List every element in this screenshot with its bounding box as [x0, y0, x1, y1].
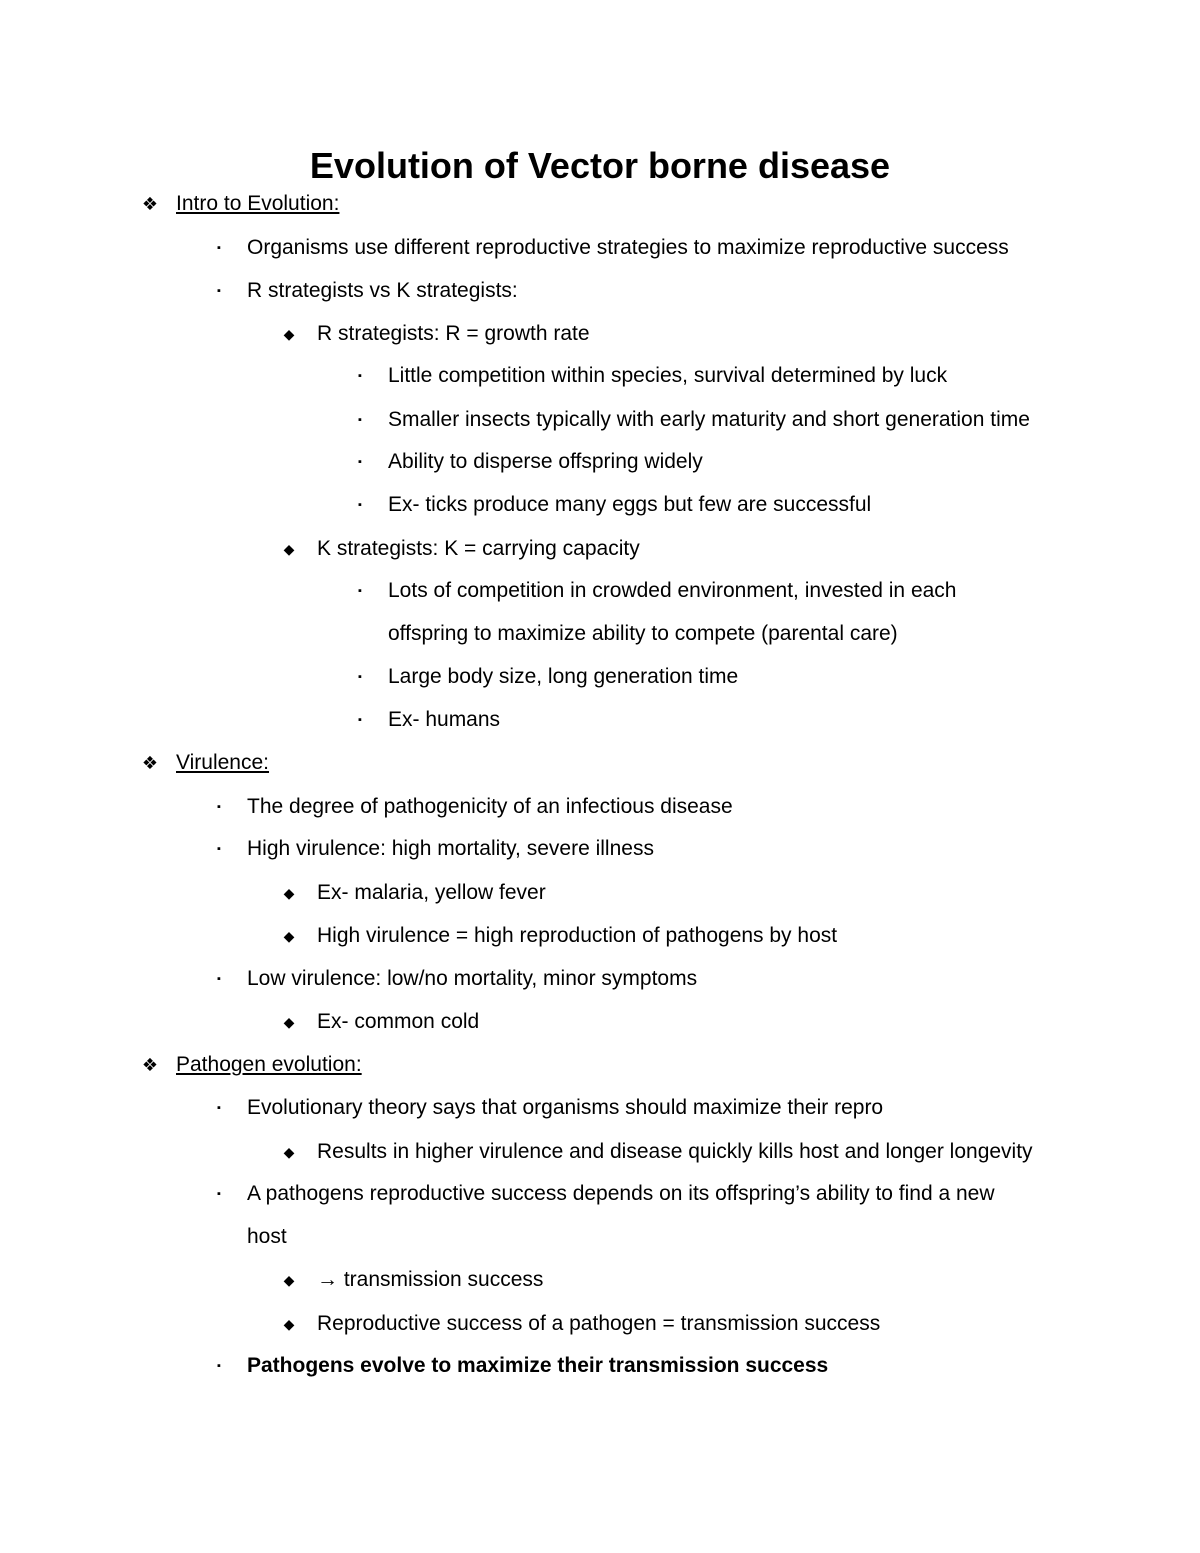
list-item [358, 491, 872, 519]
list-item-text: High virulence: high mortality, severe illness [247, 837, 654, 860]
list-item [283, 535, 640, 563]
list-item-text: host [247, 1225, 287, 1248]
square-bullet-icon: ▪ [217, 801, 221, 813]
diamond-bullet-icon: ◆ [283, 1014, 295, 1030]
section-heading-intro [141, 190, 340, 218]
diamond-bullet-icon: ◆ [283, 541, 295, 557]
list-item-text: Results in higher virulence and disease quickly kills host and longer longevity [317, 1140, 1033, 1163]
square-bullet-icon: ▪ [217, 843, 221, 855]
diamond-bullet-icon: ◆ [283, 1272, 295, 1288]
square-bullet-icon: ▪ [358, 585, 362, 597]
list-item [217, 965, 698, 993]
list-item-text: Ability to disperse offspring widely [388, 450, 703, 473]
list-item-text: Little competition within species, survival determined by luck [388, 364, 948, 387]
list-item [358, 663, 739, 691]
list-item [217, 1180, 995, 1208]
list-item [358, 362, 948, 390]
diamond-bullet-icon: ◆ [283, 1316, 295, 1332]
page-title: Evolution of Vector borne disease [309, 145, 891, 186]
list-item-text: Low virulence: low/no mortality, minor symptoms [247, 967, 698, 990]
list-item-text: Ex- malaria, yellow fever [317, 881, 546, 904]
diamond-bullet-icon: ❖ [141, 1055, 159, 1075]
list-item-text: → transmission success [317, 1268, 544, 1291]
list-item [358, 577, 957, 605]
list-item [217, 277, 518, 305]
square-bullet-icon: ▪ [217, 1188, 221, 1200]
list-item-text: Lots of competition in crowded environment, invested in each [388, 579, 957, 602]
list-item-text: High virulence = high reproduction of pathogens by host [317, 924, 838, 947]
diamond-bullet-icon: ❖ [141, 753, 159, 773]
list-item [217, 234, 1009, 262]
list-item [283, 320, 590, 348]
list-item [217, 835, 654, 863]
square-bullet-icon: ▪ [217, 242, 221, 254]
list-item [283, 879, 546, 907]
list-item [358, 706, 501, 734]
list-item [283, 1310, 881, 1338]
list-item [358, 406, 1030, 434]
list-item-text: Pathogens evolve to maximize their transmission success [247, 1354, 829, 1377]
diamond-bullet-icon: ◆ [283, 1144, 295, 1160]
square-bullet-icon: ▪ [217, 1102, 221, 1114]
square-bullet-icon: ▪ [217, 973, 221, 985]
list-item-continuation [247, 1223, 287, 1251]
diamond-bullet-icon: ◆ [283, 885, 295, 901]
list-item-text: Large body size, long generation time [388, 665, 739, 688]
square-bullet-icon: ▪ [217, 285, 221, 297]
diamond-bullet-icon: ❖ [141, 194, 159, 214]
diamond-bullet-icon: ◆ [283, 928, 295, 944]
list-item-text: R strategists vs K strategists: [247, 279, 518, 302]
list-item-text: The degree of pathogenicity of an infectious disease [247, 795, 733, 818]
section-heading-text: Intro to Evolution: [176, 192, 340, 215]
square-bullet-icon: ▪ [358, 714, 362, 726]
list-item-text: offspring to maximize ability to compete (parental care) [388, 622, 898, 645]
list-item-text: Ex- common cold [317, 1010, 480, 1033]
list-item [217, 793, 733, 821]
section-heading-text: Pathogen evolution: [176, 1053, 362, 1076]
list-item-text: K strategists: K = carrying capacity [317, 537, 640, 560]
list-item [283, 1008, 480, 1036]
list-item-continuation [388, 620, 898, 648]
list-item [358, 448, 703, 476]
square-bullet-icon: ▪ [217, 1360, 221, 1372]
section-heading-text: Virulence: [176, 751, 270, 774]
list-item [217, 1094, 884, 1122]
square-bullet-icon: ▪ [358, 499, 362, 511]
square-bullet-icon: ▪ [358, 456, 362, 468]
list-item [283, 922, 838, 950]
square-bullet-icon: ▪ [358, 671, 362, 683]
list-item-text: A pathogens reproductive success depends on its offspring’s ability to find a new [247, 1182, 995, 1205]
square-bullet-icon: ▪ [358, 370, 362, 382]
list-item-text: Smaller insects typically with early maturity and short generation time [388, 408, 1030, 431]
list-item-text: R strategists: R = growth rate [317, 322, 590, 345]
list-item-text: Evolutionary theory says that organisms should maximize their repro [247, 1096, 884, 1119]
list-item-text: Organisms use different reproductive strategies to maximize reproductive success [247, 236, 1009, 259]
list-item-text: Reproductive success of a pathogen = transmission success [317, 1312, 881, 1335]
list-item-text: Ex- ticks produce many eggs but few are successful [388, 493, 872, 516]
list-item [283, 1266, 544, 1294]
square-bullet-icon: ▪ [358, 414, 362, 426]
list-item [283, 1138, 1033, 1166]
list-item-text: Ex- humans [388, 708, 501, 731]
diamond-bullet-icon: ◆ [283, 326, 295, 342]
section-heading-pathogen-evolution [141, 1051, 362, 1079]
section-heading-virulence [141, 749, 270, 777]
list-item [217, 1352, 829, 1380]
